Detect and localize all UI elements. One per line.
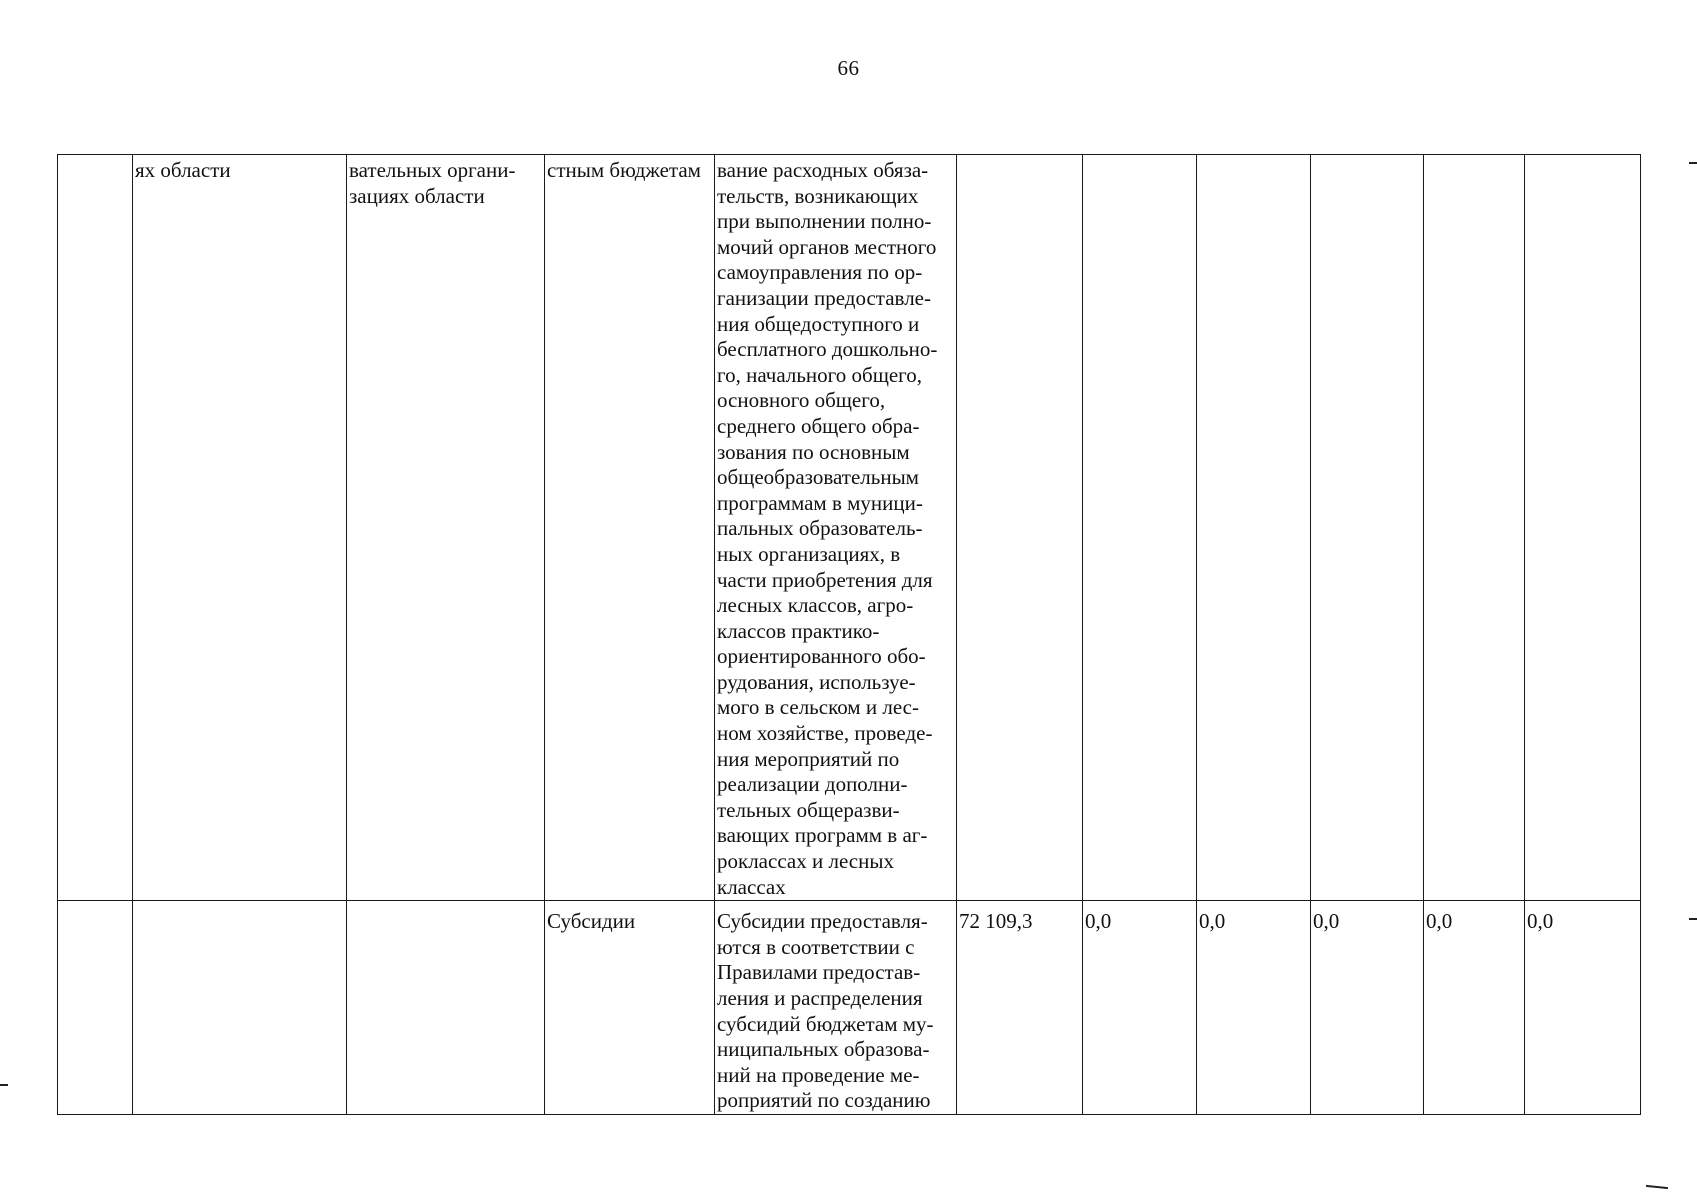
description-line: го, начального общего,	[717, 362, 923, 387]
description-line: рудования, используе-	[717, 669, 916, 694]
scan-mark	[1689, 918, 1697, 920]
location-cell	[133, 901, 347, 1115]
description-cell	[715, 901, 957, 1115]
description-line: части приобретения для	[717, 567, 933, 592]
description-line: тельных общеразви-	[717, 797, 900, 822]
description-line: зования по основным	[717, 439, 910, 464]
description-line: среднего общего обра-	[717, 413, 920, 438]
description-line: ном хозяйстве, проведе-	[717, 721, 933, 746]
description-line: основного общего,	[717, 388, 886, 413]
description-line: субсидий бюджетам му-	[717, 1011, 934, 1036]
row-number-cell	[58, 901, 133, 1115]
value-cell: 0,0	[1083, 901, 1197, 1115]
organization-cell: вательных органи- зациях области	[347, 155, 545, 901]
transfer-type-cell: стным бюджетам	[545, 155, 715, 901]
row-number-cell	[58, 155, 133, 901]
description-line: ниципальных образова-	[717, 1037, 930, 1062]
scan-mark	[0, 1084, 8, 1086]
value-cell: 0,0	[1525, 901, 1641, 1115]
description-line: ются в соответствии с	[717, 934, 915, 959]
description-line: ния мероприятий по	[717, 746, 900, 771]
description-line: ний на проведение ме-	[717, 1062, 920, 1087]
budget-table	[57, 154, 1641, 1115]
value-cell	[1525, 155, 1641, 901]
transfer-type-cell: Субсидии	[545, 901, 715, 1115]
description-line: Субсидии предоставля-	[717, 909, 928, 934]
description-line: ориентированного обо-	[717, 644, 926, 669]
table-row	[58, 155, 1641, 901]
value-cell	[1424, 155, 1525, 901]
organization-cell	[347, 901, 545, 1115]
amount-cell	[957, 155, 1083, 901]
description-line: мого в сельском и лес-	[717, 695, 919, 720]
description-line: ния общедоступного и	[717, 311, 920, 336]
description-line: роклассах и лесных	[717, 849, 894, 874]
amount-cell: 72 109,3	[957, 901, 1083, 1115]
page-number: 66	[837, 56, 860, 80]
description-line: общеобразовательным	[717, 465, 919, 490]
description-line: Правилами предостав-	[717, 960, 921, 985]
description-line: ления и распределения	[717, 986, 923, 1010]
description-line: роприятий по созданию	[717, 1088, 931, 1113]
description-line: пальных образователь-	[717, 516, 923, 541]
description-line: при выполнении полно-	[717, 209, 932, 234]
scan-mark	[1689, 162, 1697, 164]
value-cell	[1083, 155, 1197, 901]
table-row	[58, 901, 1641, 1115]
value-cell	[1197, 155, 1311, 901]
description-line: самоуправления по ор-	[717, 260, 923, 285]
value-cell: 0,0	[1197, 901, 1311, 1115]
description-cell	[715, 155, 957, 901]
description-line: мочий органов местного	[717, 234, 937, 259]
description-line: вающих программ в аг-	[717, 823, 928, 848]
description-line: бесплатного дошкольно-	[717, 337, 938, 362]
description-line: классах	[717, 874, 786, 899]
value-cell	[1311, 155, 1424, 901]
value-cell: 0,0	[1311, 901, 1424, 1115]
description-line: ных организациях, в	[717, 541, 901, 566]
description-line: программам в муници-	[717, 490, 923, 515]
description-line: лесных классов, агро-	[717, 593, 914, 618]
location-cell: ях области	[133, 155, 347, 901]
scan-mark	[1646, 1185, 1668, 1189]
description-line: реализации дополни-	[717, 772, 908, 797]
description-line: тельств, возникающих	[717, 183, 919, 208]
description-line: вание расходных обяза-	[717, 158, 929, 182]
description-line: классов практико-	[717, 618, 880, 643]
value-cell: 0,0	[1424, 901, 1525, 1115]
description-line: ганизации предоставле-	[717, 285, 931, 310]
